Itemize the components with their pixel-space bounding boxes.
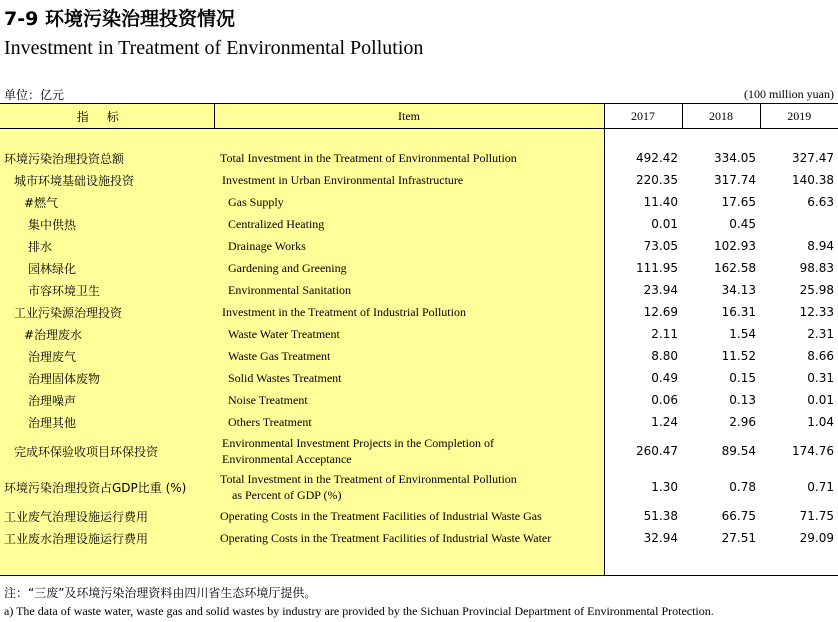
value-2017: 1.30 <box>651 480 678 494</box>
value-2019: 0.31 <box>807 371 834 385</box>
value-2018: 66.75 <box>721 509 756 523</box>
table-row <box>0 147 838 169</box>
value-2018: 27.51 <box>721 531 756 545</box>
table-row <box>0 367 838 389</box>
value-2018: 34.13 <box>721 283 756 297</box>
row-label-cn: 环境污染治理投资占GDP比重 (%) <box>0 469 214 505</box>
row-label-en: Total Investment in the Treatment of Environmental Pollution <box>214 147 604 169</box>
investment-table <box>0 103 838 576</box>
table-row <box>0 389 838 411</box>
value-2019: 12.33 <box>799 305 834 319</box>
row-label-en: Investment in Urban Environmental Infrastructure <box>214 169 604 191</box>
value-2017: 492.42 <box>636 151 678 165</box>
value-2019 <box>760 213 838 235</box>
value-2019: 71.75 <box>799 509 834 523</box>
value-2017: 220.35 <box>636 173 678 187</box>
row-label-cn: 工业废气治理设施运行费用 <box>0 505 214 527</box>
value-2018: 0.78 <box>729 480 756 494</box>
table-row <box>0 279 838 301</box>
row-label-en: Drainage Works <box>214 235 604 257</box>
row-label-en: Waste Water Treatment <box>214 323 604 345</box>
value-2019: 98.83 <box>799 261 834 275</box>
row-label-en <box>214 433 604 469</box>
row-label-en: Investment in the Treatment of Industrial Pollution <box>214 301 604 323</box>
value-2017: 0.01 <box>651 217 678 231</box>
row-label-cn: 治理其他 <box>0 411 214 433</box>
table-row <box>0 323 838 345</box>
table-row <box>0 235 838 257</box>
value-2019: 174.76 <box>792 444 834 458</box>
table-row <box>0 301 838 323</box>
row-label-en: Others Treatment <box>214 411 604 433</box>
value-2018: 2.96 <box>729 415 756 429</box>
value-2018: 0.45 <box>729 217 756 231</box>
table-row <box>0 469 838 505</box>
row-label-cn: 环境污染治理投资总额 <box>0 147 214 169</box>
table-row <box>0 257 838 279</box>
table-header-row <box>0 104 838 129</box>
row-label-en: Solid Wastes Treatment <box>214 367 604 389</box>
row-label-en: Noise Treatment <box>214 389 604 411</box>
value-2019: 8.66 <box>807 349 834 363</box>
value-2018: 0.15 <box>729 371 756 385</box>
value-2017: 111.95 <box>636 261 678 275</box>
unit-label-cn: 单位：亿元 <box>4 88 65 102</box>
value-2017: 23.94 <box>643 283 678 297</box>
row-label-cn: 城市环境基础设施投资 <box>0 169 214 191</box>
value-2017: 0.06 <box>651 393 678 407</box>
row-label-en-line2: as Percent of GDP (%) <box>232 488 342 502</box>
table-row <box>0 505 838 527</box>
value-2017: 12.69 <box>643 305 678 319</box>
row-label-cn: 治理固体废物 <box>0 367 214 389</box>
value-2019: 29.09 <box>799 531 834 545</box>
row-label-en: Operating Costs in the Treatment Facilities of Industrial Waste Gas <box>214 505 604 527</box>
value-2018: 11.52 <box>721 349 756 363</box>
value-2018: 162.58 <box>714 261 756 275</box>
value-2017: 260.47 <box>636 444 678 458</box>
value-2019: 1.04 <box>807 415 834 429</box>
value-2018: 317.74 <box>714 173 756 187</box>
row-label-cn: 治理废气 <box>0 345 214 367</box>
spacer-row <box>0 549 838 576</box>
page-title-cn: 7-9 环境污染治理投资情况 <box>4 8 235 30</box>
row-label-en: Waste Gas Treatment <box>214 345 604 367</box>
value-2017: 32.94 <box>643 531 678 545</box>
value-2018: 102.93 <box>714 239 756 253</box>
row-label-cn: 完成环保验收项目环保投资 <box>0 433 214 469</box>
row-label-en: Environmental Sanitation <box>214 279 604 301</box>
value-2019: 0.01 <box>807 393 834 407</box>
table-row <box>0 213 838 235</box>
table-row <box>0 411 838 433</box>
column-header-cn: 指标 <box>0 104 214 129</box>
value-2019: 8.94 <box>807 239 834 253</box>
column-header-2017: 2017 <box>604 104 682 129</box>
value-2017: 11.40 <box>643 195 678 209</box>
value-2017: 1.24 <box>651 415 678 429</box>
row-label-en <box>214 469 604 505</box>
spacer-row <box>0 129 838 148</box>
row-label-en-line1: Total Investment in the Treatment of Environmental Pollution <box>220 472 517 486</box>
table-row <box>0 345 838 367</box>
value-2017: 0.49 <box>651 371 678 385</box>
row-label-cn: 市容环境卫生 <box>0 279 214 301</box>
row-label-en-line1: Environmental Investment Projects in the Completion of <box>222 436 494 450</box>
value-2018: 1.54 <box>729 327 756 341</box>
table-row <box>0 527 838 549</box>
value-2017: 73.05 <box>643 239 678 253</box>
column-header-2018: 2018 <box>682 104 760 129</box>
row-label-en: Gas Supply <box>214 191 604 213</box>
row-label-en: Centralized Heating <box>214 213 604 235</box>
row-label-cn: #燃气 <box>0 191 214 213</box>
row-label-cn: 工业污染源治理投资 <box>0 301 214 323</box>
value-2017: 8.80 <box>651 349 678 363</box>
value-2018: 16.31 <box>721 305 756 319</box>
value-2019: 25.98 <box>799 283 834 297</box>
value-2018: 0.13 <box>729 393 756 407</box>
table-row <box>0 433 838 469</box>
row-label-en: Operating Costs in the Treatment Facilities of Industrial Waste Water <box>214 527 604 549</box>
value-2018: 334.05 <box>714 151 756 165</box>
value-2019: 0.71 <box>807 480 834 494</box>
row-label-cn: 工业废水治理设施运行费用 <box>0 527 214 549</box>
value-2017: 2.11 <box>651 327 678 341</box>
table-row <box>0 169 838 191</box>
footnote-en: a) The data of waste water, waste gas and solid wastes by industry are provided by the Sichuan Provincial Department of Environmental Protection. <box>4 604 714 618</box>
row-label-en: Gardening and Greening <box>214 257 604 279</box>
unit-label-en: (100 million yuan) <box>744 87 834 101</box>
row-label-cn: #治理废水 <box>0 323 214 345</box>
row-label-cn: 园林绿化 <box>0 257 214 279</box>
value-2018: 17.65 <box>721 195 756 209</box>
row-label-en-line2: Environmental Acceptance <box>222 452 352 466</box>
value-2019: 2.31 <box>807 327 834 341</box>
row-label-cn: 排水 <box>0 235 214 257</box>
row-label-cn: 治理噪声 <box>0 389 214 411</box>
value-2019: 327.47 <box>792 151 834 165</box>
value-2017: 51.38 <box>643 509 678 523</box>
value-2019: 140.38 <box>792 173 834 187</box>
page-title-en: Investment in Treatment of Environmental Pollution <box>4 37 424 59</box>
row-label-cn: 集中供热 <box>0 213 214 235</box>
value-2019: 6.63 <box>807 195 834 209</box>
column-header-item: Item <box>214 104 604 129</box>
column-header-2019: 2019 <box>760 104 838 129</box>
table-row <box>0 191 838 213</box>
value-2018: 89.54 <box>721 444 756 458</box>
footnote-cn: 注：“三废”及环境污染治理资料由四川省生态环境厅提供。 <box>4 586 317 600</box>
